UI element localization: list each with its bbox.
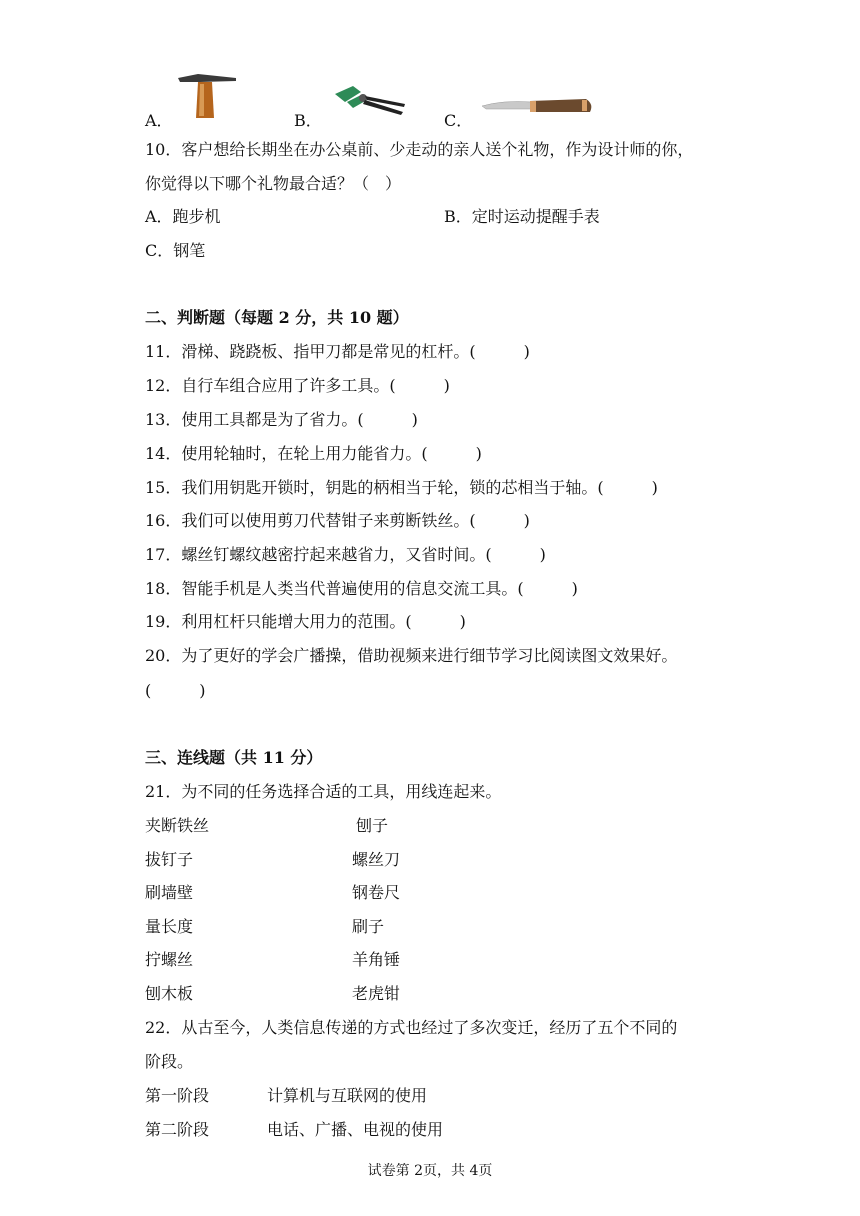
q21-left-item: 刷墙壁 <box>145 883 194 902</box>
page-footer: 试卷第 2页，共 4页 <box>367 1163 493 1179</box>
q21-right-item: 老虎钳 <box>352 984 401 1003</box>
q21-left-item: 夹断铁丝 <box>145 816 210 835</box>
q21-right-item: 螺丝刀 <box>352 850 401 869</box>
q10-line2: 你觉得以下哪个礼物最合适？（ ） <box>145 174 402 193</box>
option-b-label: B． <box>294 111 322 130</box>
q22-stage-label: 第二阶段 <box>145 1120 210 1139</box>
q10-option-b: B．定时运动提醒手表 <box>444 207 600 226</box>
judge-item-14: 14．使用轮轴时，在轮上用力能省力。( ) <box>145 444 482 463</box>
option-a-label: A． <box>145 111 173 130</box>
section3-title: 三、连线题（共 11 分） <box>145 748 323 767</box>
q21-right-item: 刷子 <box>352 917 385 936</box>
q22-stage-desc: 计算机与互联网的使用 <box>267 1086 428 1105</box>
q22-line2: 阶段。 <box>145 1052 194 1071</box>
q10-option-a: A．跑步机 <box>145 207 221 226</box>
judge-item-18: 18．智能手机是人类当代普遍使用的信息交流工具。( ) <box>145 579 578 598</box>
judge-item-15: 15．我们用钥匙开锁时，钥匙的柄相当于轮，锁的芯相当于轴。( ) <box>145 478 658 497</box>
q21-left-item: 拧螺丝 <box>145 950 194 969</box>
q22-stage-label: 第一阶段 <box>145 1086 210 1105</box>
q10-line1: 10．客户想给长期坐在办公桌前、少走动的亲人送个礼物，作为设计师的你， <box>145 140 694 159</box>
judge-item-20-line1: 20．为了更好的学会广播操，借助视频来进行细节学习比阅读图文效果好。 <box>145 646 678 665</box>
judge-item-19: 19．利用杠杆只能增大用力的范围。( ) <box>145 612 466 631</box>
q21-left-item: 刨木板 <box>145 984 194 1003</box>
section2-title: 二、判断题（每题 2 分，共 10 题） <box>145 308 409 327</box>
option-c-label: C． <box>444 111 473 130</box>
judge-item-17: 17．螺丝钉螺纹越密拧起来越省力，又省时间。( ) <box>145 545 546 564</box>
q22-line1: 22．从古至今，人类信息传递的方式也经过了多次变迁，经历了五个不同的 <box>145 1018 678 1037</box>
q21-title: 21．为不同的任务选择合适的工具，用线连起来。 <box>145 782 502 801</box>
q22-stage-desc: 电话、广播、电视的使用 <box>267 1120 444 1139</box>
q21-right-item: 钢卷尺 <box>352 883 401 902</box>
judge-item-11: 11．滑梯、跷跷板、指甲刀都是常见的杠杆。( ) <box>145 342 530 361</box>
q21-left-item: 拔钉子 <box>145 850 194 869</box>
judge-item-12: 12．自行车组合应用了许多工具。( ) <box>145 376 450 395</box>
claw-hammer-icon <box>178 72 238 122</box>
judge-item-20-line2: ( ) <box>145 681 206 700</box>
judge-item-16: 16．我们可以使用剪刀代替钳子来剪断铁丝。( ) <box>145 511 530 530</box>
judge-item-13: 13．使用工具都是为了省力。( ) <box>145 410 418 429</box>
pliers-icon <box>333 84 408 124</box>
q21-right-item: 刨子 <box>356 816 389 835</box>
q10-option-c: C．钢笔 <box>145 241 206 260</box>
q21-right-item: 羊角锤 <box>352 950 401 969</box>
q21-left-item: 量长度 <box>145 917 194 936</box>
folding-knife-icon <box>482 96 597 120</box>
